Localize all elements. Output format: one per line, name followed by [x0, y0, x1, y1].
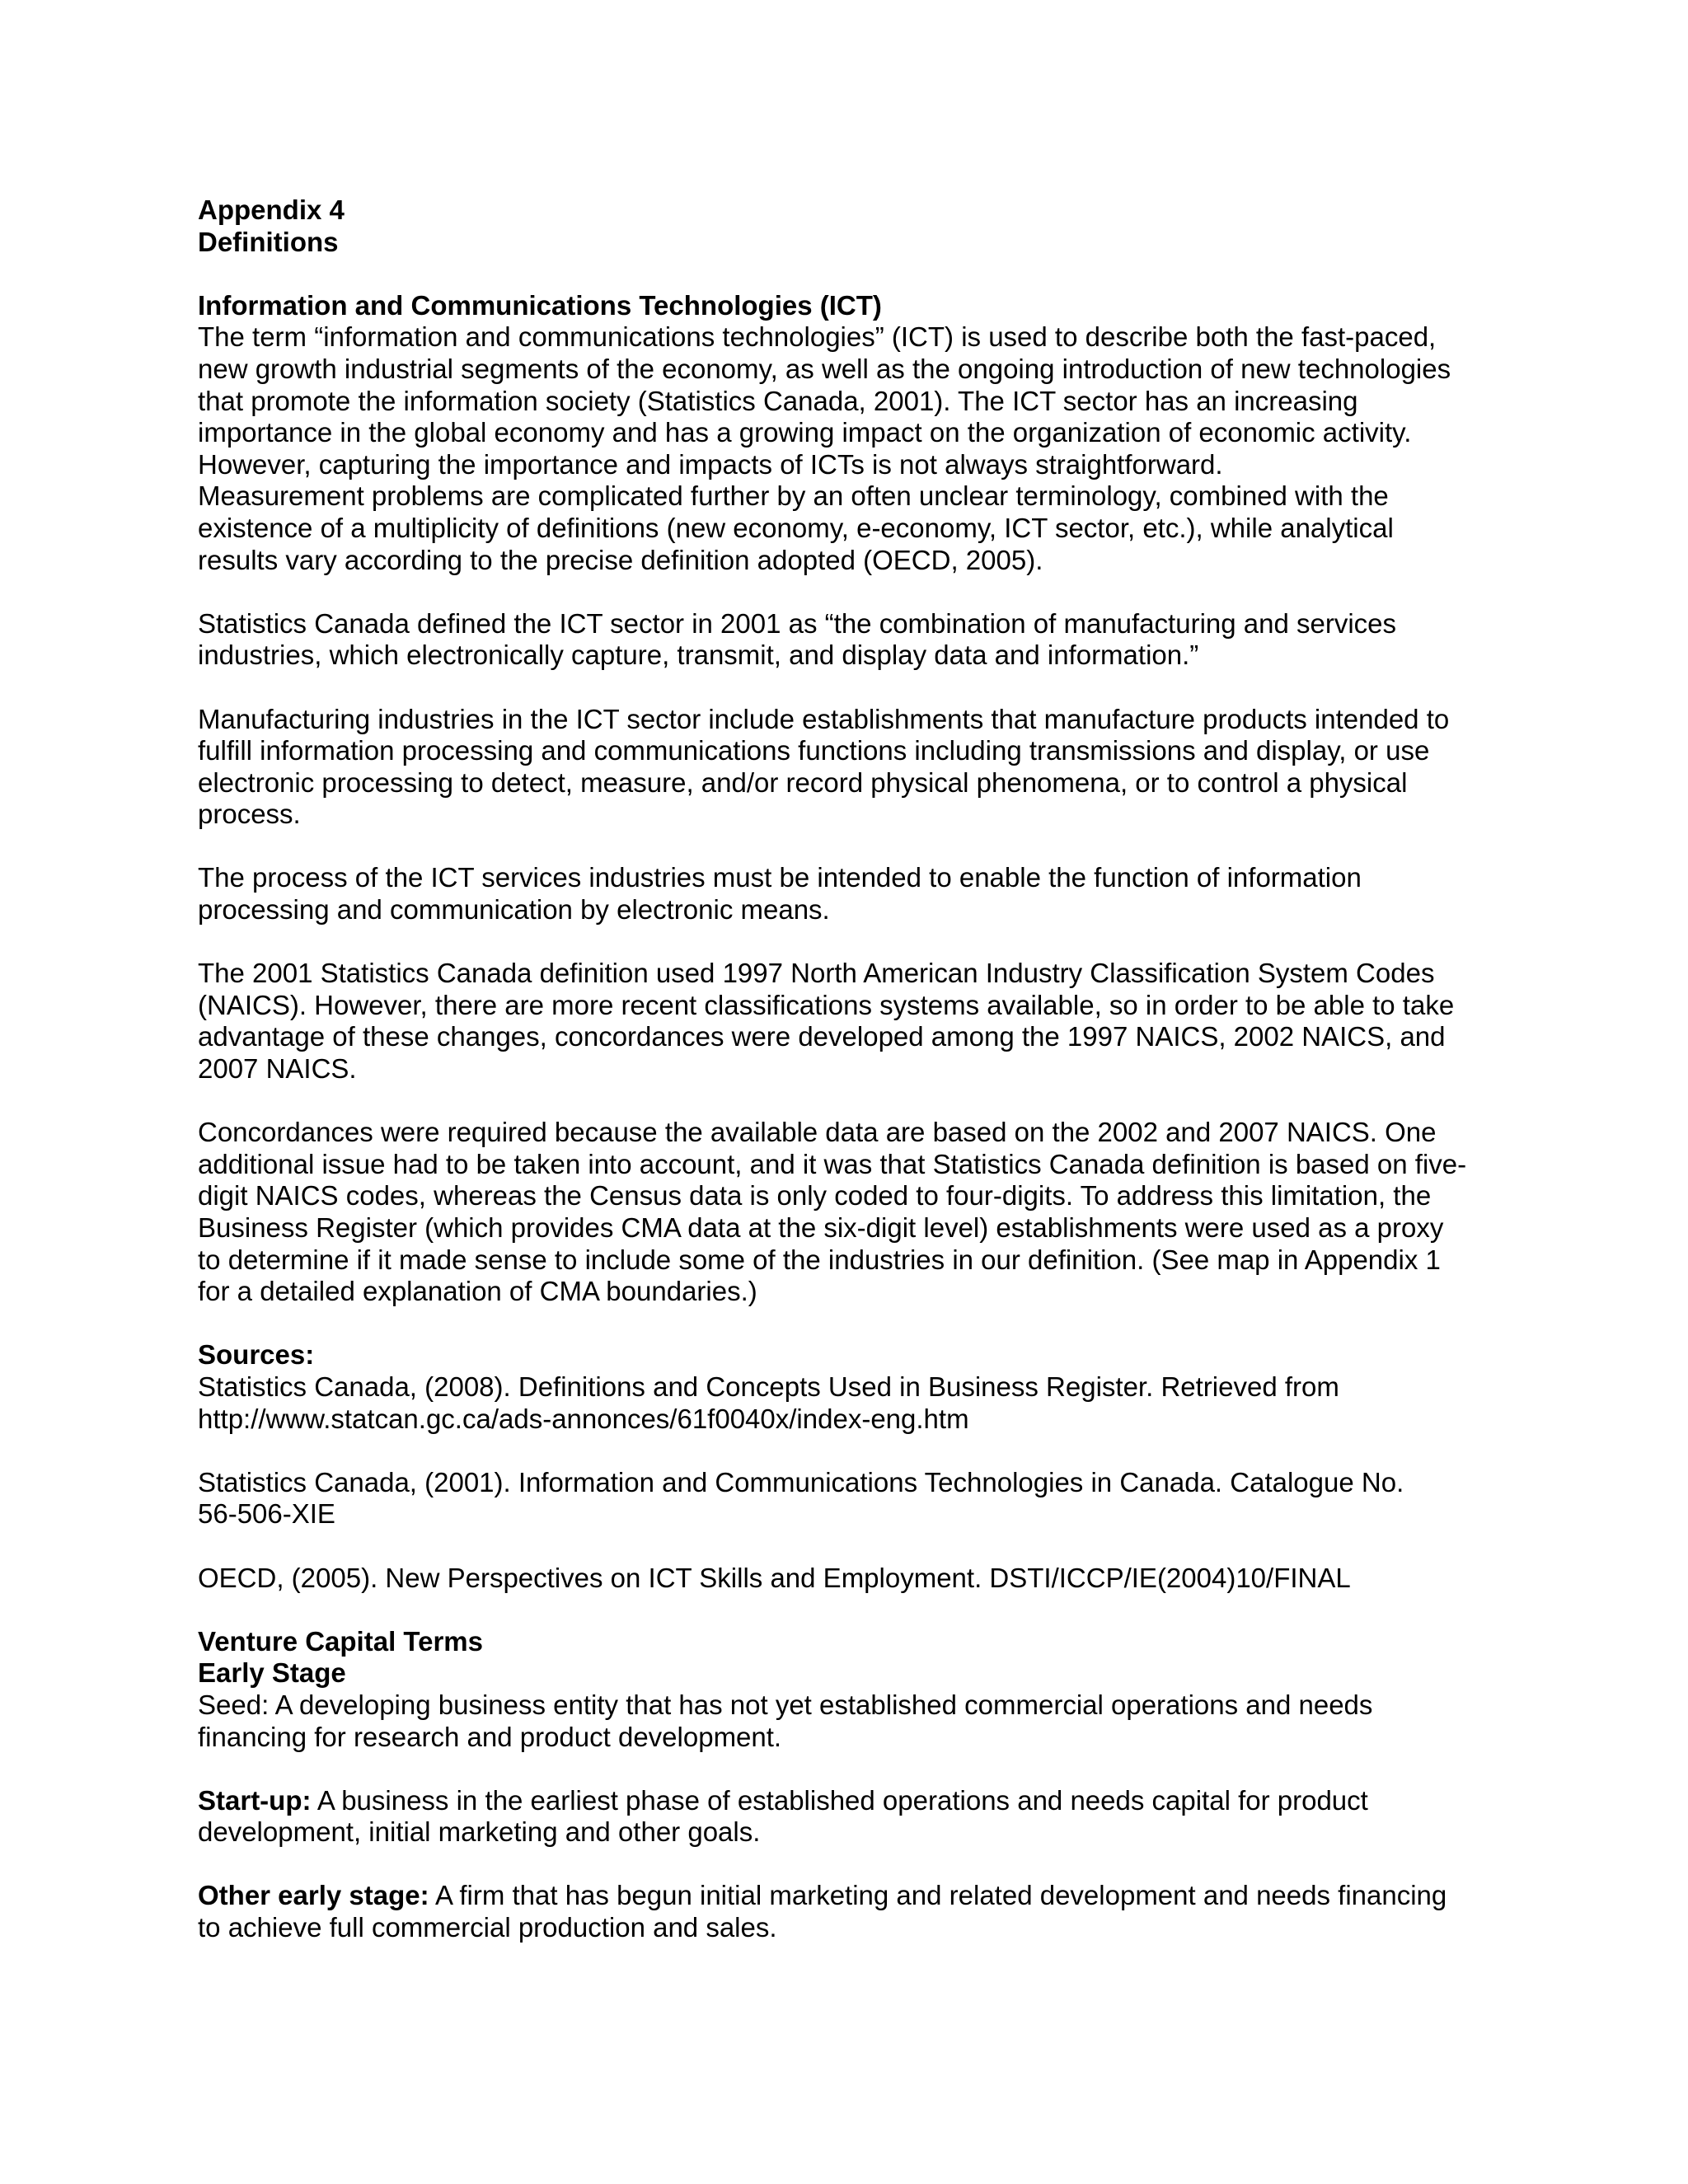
- spacer: [198, 831, 1496, 863]
- text-line: new growth industrial segments of the economy, as well as the ongoing introduction of new technologies: [198, 353, 1451, 384]
- text-line: Seed: A developing business entity that has not yet established commercial operations and needs: [198, 1689, 1373, 1720]
- venture-section-title: Venture Capital Terms: [198, 1625, 484, 1657]
- text-line: Statistics Canada, (2001). Information and Communications Technologies in Canada. Catalogue No.: [198, 1466, 1404, 1497]
- spacer: [198, 1849, 1496, 1881]
- ict-paragraph-services: [198, 862, 1496, 926]
- spacer: [198, 1753, 1496, 1785]
- source-entry: [198, 1467, 1496, 1530]
- ict-paragraph-concordances: [198, 1117, 1496, 1308]
- definition-term: Other early stage:: [198, 1880, 429, 1911]
- text-line: The process of the ICT services industries must be intended to enable the function of information: [198, 862, 1362, 893]
- text-line: development, initial marketing and other goals.: [198, 1816, 761, 1848]
- startup-definition: [198, 1785, 1496, 1849]
- text-line: fulfill information processing and communications functions including transmissions and display, or use: [198, 735, 1430, 766]
- text-line: digit NAICS codes, whereas the Census data is only coded to four-digits. To address this limitation, the: [198, 1180, 1432, 1212]
- text-line: 56-506-XIE: [198, 1498, 335, 1530]
- text-line: Concordances were required because the available data are based on the 2002 and 2007 NAICS. One: [198, 1117, 1437, 1148]
- text-line: [198, 1880, 1496, 1912]
- spacer: [198, 1594, 1496, 1626]
- text-line: for a detailed explanation of CMA boundaries.): [198, 1276, 757, 1307]
- spacer: [198, 926, 1496, 958]
- spacer: [198, 672, 1496, 704]
- text-line: results vary according to the precise definition adopted (OECD, 2005).: [198, 544, 1043, 575]
- text-line: (NAICS). However, there are more recent classifications systems available, so in order to be able to take: [198, 989, 1455, 1020]
- text-line: to determine if it made sense to include some of the industries in our definition. (See map in Appendix 1: [198, 1244, 1441, 1275]
- text-line: However, capturing the importance and impacts of ICTs is not always straightforward.: [198, 448, 1223, 480]
- text-line: The term “information and communications technologies” (ICT) is used to describe both the fast-paced,: [198, 321, 1437, 353]
- appendix-number: Appendix 4: [198, 194, 345, 225]
- text-line: process.: [198, 799, 301, 830]
- ict-paragraph-intro: [198, 321, 1496, 576]
- definition-term: Start-up:: [198, 1784, 312, 1816]
- spacer: [198, 576, 1496, 608]
- text-line: electronic processing to detect, measure, and/or record physical phenomena, or to control a physical: [198, 766, 1408, 798]
- early-stage-subtitle: Early Stage: [198, 1657, 346, 1689]
- page-title: Definitions: [198, 226, 339, 257]
- spacer: [198, 1530, 1496, 1563]
- text-line: industries, which electronically capture, transmit, and display data and information.”: [198, 640, 1199, 671]
- definition-text: A business in the earliest phase of established operations and needs capital for product: [311, 1784, 1368, 1816]
- text-line: importance in the global economy and has a growing impact on the organization of economic activity.: [198, 417, 1412, 448]
- spacer: [198, 1085, 1496, 1118]
- source-entry: [198, 1371, 1496, 1435]
- text-line: Business Register (which provides CMA data at the six-digit level) establishments were used as a proxy: [198, 1212, 1444, 1243]
- text-line: additional issue had to be taken into account, and it was that Statistics Canada definition is based on five-: [198, 1148, 1467, 1179]
- text-line: 2007 NAICS.: [198, 1053, 357, 1085]
- source-entry: [198, 1563, 1496, 1595]
- text-line: processing and communication by electronic means.: [198, 894, 830, 926]
- spacer: [198, 1308, 1496, 1340]
- text-line: [198, 1785, 1496, 1817]
- text-line: Statistics Canada, (2008). Definitions and Concepts Used in Business Register. Retrieved from: [198, 1371, 1339, 1402]
- definition-text: A firm that has begun initial marketing and related development and needs financing: [429, 1880, 1447, 1911]
- ict-paragraph-manufacturing: [198, 704, 1496, 831]
- document-page: [198, 194, 1496, 1944]
- text-line: financing for research and product development.: [198, 1721, 782, 1752]
- other-early-stage-definition: [198, 1880, 1496, 1943]
- text-line: advantage of these changes, concordances were developed among the 1997 NAICS, 2002 NAICS, and: [198, 1021, 1446, 1052]
- seed-definition: [198, 1690, 1496, 1753]
- sources-title: Sources:: [198, 1339, 315, 1371]
- text-line: that promote the information society (Statistics Canada, 2001). The ICT sector has an increasing: [198, 385, 1358, 416]
- text-line: Measurement problems are complicated further by an often unclear terminology, combined with the: [198, 480, 1389, 512]
- text-line: The 2001 Statistics Canada definition used 1997 North American Industry Classification System Codes: [198, 958, 1435, 989]
- ict-paragraph-definition: [198, 608, 1496, 672]
- text-line: Statistics Canada defined the ICT sector in 2001 as “the combination of manufacturing and services: [198, 607, 1397, 639]
- text-line: OECD, (2005). New Perspectives on ICT Skills and Employment. DSTI/ICCP/IE(2004)10/FINAL: [198, 1562, 1351, 1593]
- text-line: existence of a multiplicity of definitions (new economy, e-economy, ICT sector, etc.), while analytical: [198, 512, 1394, 543]
- ict-paragraph-naics: [198, 958, 1496, 1085]
- spacer: [198, 258, 1496, 290]
- ict-section-title: Information and Communications Technologies (ICT): [198, 289, 882, 321]
- text-line: Manufacturing industries in the ICT sector include establishments that manufacture products intended to: [198, 703, 1450, 734]
- source-url: http://www.statcan.gc.ca/ads-annonces/61f0040x/index-eng.htm: [198, 1403, 969, 1434]
- spacer: [198, 1435, 1496, 1467]
- text-line: to achieve full commercial production and sales.: [198, 1912, 777, 1943]
